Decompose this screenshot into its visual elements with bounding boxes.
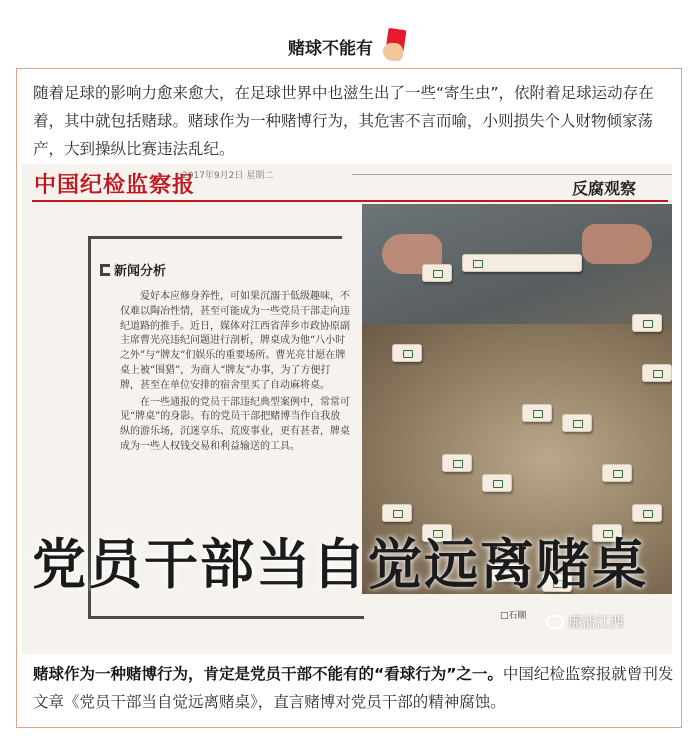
article-paragraph: 爱好本应修身养性，可如果沉溺于低级趣味，不仅难以陶冶性情，甚至可能成为一些党员干部走向违纪道路的推手。近日，媒体对江西省萍乡市政协原副主席曹光亮违纪问题进行剖析，牌桌成为他“八小时之外”与“牌友”们娱乐的重要场所。曹光亮甘愿在牌桌上被“围猎”，为商人“牌友”办事，为了方便打牌，甚至在单位安排的宿舍里买了自动麻将桌。: [120, 291, 350, 391]
analysis-label-text: 新闻分析: [114, 264, 167, 279]
newspaper-headline: 党员干部当自觉远离赌桌: [32, 532, 648, 596]
watermark-text: 廉洁江西: [568, 615, 624, 631]
closing-rest: 中国纪检监察报就曾刊发文章《党员干部当自觉远离赌桌》，直言赌博对党员干部的精神腐蚀。: [33, 665, 674, 711]
closing-bold: 赌球作为一种赌博行为，肯定是党员干部不能有的“看球行为”之一。: [33, 665, 503, 683]
heading-title: 赌球不能有: [288, 38, 373, 59]
newspaper-image: [22, 164, 672, 654]
analysis-mark-icon: [100, 264, 110, 276]
article-paragraph: 在一些通报的党员干部违纪典型案例中，常常可见“牌桌”的身影。有的党员干部把赌博当作自我放纵的游乐场，沉迷享乐、荒废事业，更有甚者，牌桌成为一些人权钱交易和利益输送的工具。: [120, 396, 350, 452]
watermark: [546, 612, 624, 632]
closing-paragraph: [33, 660, 683, 716]
wechat-icon: [546, 615, 564, 629]
masthead-date: 2017年9月2日 星期二: [182, 171, 274, 181]
red-card-hand-icon: [381, 29, 409, 63]
masthead-title: 中国纪检监察报: [34, 172, 196, 198]
section-heading: [0, 28, 697, 64]
news-analysis-label: [100, 260, 166, 279]
intro-paragraph: 随着足球的影响力愈来愈大，在足球世界中也滋生出了一些“寄生虫”，依附着足球运动存在着，其中就包括赌球。赌球作为一种赌博行为，其危害不言而喻，小则损失个人财物倾家荡产，大到操纵比赛违法乱纪。: [33, 84, 654, 158]
masthead-rule: [32, 200, 668, 202]
section-title: 反腐观察: [571, 179, 636, 198]
article-body: [120, 290, 350, 455]
byline: □石顺: [500, 611, 527, 621]
